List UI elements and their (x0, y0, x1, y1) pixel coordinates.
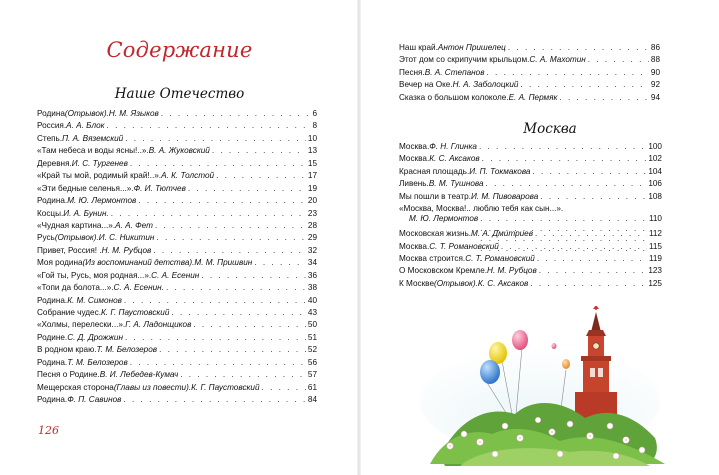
entry-author: Н. М. Рубцов (101, 245, 152, 255)
leader-dots (486, 68, 648, 78)
leader-dots (125, 333, 306, 343)
leader-dots (180, 370, 306, 380)
entry-title: Родина. (37, 196, 68, 206)
entry-title: Сказка о большом колоколе. (399, 92, 509, 102)
toc-heading: Содержание (106, 38, 253, 62)
section-title-moscow: Москва (523, 121, 577, 137)
toc-moscow-entry (399, 254, 662, 266)
entry-author: Антон Пришелец (437, 43, 506, 52)
entry-page-number: 15 (307, 158, 317, 168)
entry-author: В. М. Тушнова (428, 179, 484, 189)
toc-moscow-entry (399, 142, 662, 154)
leader-dots (537, 254, 647, 264)
entry-title: Родина. (37, 357, 68, 367)
entry-page-number: 6 (312, 109, 317, 118)
leader-dots (486, 179, 647, 189)
toc-entry (399, 43, 660, 55)
entry-author: К. Г. Паустовский (191, 382, 260, 392)
entry-title: «Край ты мой, родимый край!..». (37, 171, 162, 181)
leader-dots (159, 345, 306, 355)
leader-dots (156, 233, 306, 243)
entry-page-number: 90 (650, 67, 660, 77)
entry-page-number: 20 (307, 196, 317, 206)
toc-entry (37, 258, 317, 270)
toc-moscow-entry (399, 179, 662, 191)
entry-page-number: 106 (648, 179, 662, 189)
leader-dots (171, 308, 306, 318)
entry-page-number: 104 (648, 166, 662, 176)
entry-page-number: 123 (648, 266, 662, 276)
toc-entry (37, 233, 317, 245)
entry-author: В. А. Степанов (424, 67, 485, 77)
entry-page-number: 38 (307, 283, 317, 293)
entry-author: Т. М. Белозеров (67, 357, 128, 367)
leader-dots (107, 121, 311, 131)
entry-page-number: 110 (648, 214, 662, 224)
leader-dots (530, 279, 646, 289)
leader-dots (166, 283, 306, 293)
leader-dots (193, 320, 306, 330)
entry-title: Песня о Родине. (37, 370, 100, 380)
entry-page-number: 61 (307, 382, 317, 392)
toc-list-continued (399, 43, 660, 105)
entry-title: Ливень. (399, 179, 429, 189)
entry-author: М. Ю. Лермонтов (409, 214, 479, 224)
toc-moscow-entry (399, 279, 662, 291)
leader-dots (533, 167, 647, 177)
entry-author: Н. М. Рубцов (487, 266, 537, 276)
entry-title: Родина. (37, 395, 68, 405)
leader-dots (479, 142, 646, 152)
toc-moscow-entry (399, 192, 662, 204)
entry-title: Россия. (37, 121, 67, 131)
entry-author: А. А. Фет (115, 220, 153, 230)
entry-title: О Московском Кремле. (399, 266, 488, 276)
entry-title: Этот дом со скрипучим крыльцом. (399, 55, 530, 65)
toc-entry (37, 146, 317, 158)
leader-dots (188, 184, 306, 194)
leader-dots (201, 271, 306, 281)
entry-author: С. Т. Романовский (429, 241, 499, 251)
toc-entry (399, 80, 660, 92)
entry-title: Привет, Россия! . (37, 245, 102, 255)
entry-author: И. А. Бунин. (63, 208, 109, 218)
toc-entry (399, 68, 660, 80)
entry-page-number: 92 (650, 80, 660, 90)
entry-page-number: 102 (648, 154, 662, 164)
toc-entry (37, 134, 317, 146)
entry-title: Вечер на Оке. (399, 80, 453, 90)
toc-entry (399, 55, 660, 67)
entry-title: Мы пошли в театр. (399, 191, 471, 201)
leader-dots (130, 358, 306, 368)
entry-author: Ф. И. Тютчев (133, 183, 186, 193)
entry-page-number: 86 (650, 43, 660, 52)
leader-dots (588, 55, 649, 65)
entry-page-number: 125 (648, 278, 662, 288)
toc-entry (37, 333, 317, 345)
entry-page-number: 17 (307, 171, 317, 181)
entry-title: Красная площадь. (399, 166, 470, 176)
leader-dots (212, 146, 306, 156)
entry-author: П. А. Вяземский (62, 133, 124, 143)
entry-title: Московская жизнь. (399, 229, 472, 239)
toc-entry (37, 308, 317, 320)
entry-page-number: 32 (307, 245, 317, 255)
entry-author: С. А. Есенин (151, 270, 200, 280)
entry-author: В. И. Лебедев-Кумач (99, 370, 179, 380)
leader-dots (125, 134, 306, 144)
leader-dots (508, 43, 649, 53)
entry-subtitle: (Отрывок). (54, 233, 99, 243)
entry-title: Степь. (37, 133, 63, 143)
toc-entry (37, 159, 317, 171)
entry-title: Наш край. (399, 43, 438, 52)
entry-author: И. П. Токмакова (469, 166, 531, 176)
entry-page-number: 40 (307, 295, 317, 305)
entry-subtitle: (Из воспоминаний детства). (82, 258, 195, 268)
leader-dots (540, 192, 646, 202)
entry-title: Москва. (399, 241, 430, 251)
toc-entry (37, 320, 317, 332)
leader-dots (262, 383, 306, 393)
entry-page-number: 119 (648, 253, 662, 263)
entry-title: Москва. (399, 142, 430, 151)
leader-dots (138, 196, 306, 206)
toc-entry (37, 383, 317, 395)
entry-author: Ф. П. Савинов (67, 395, 122, 405)
leader-dots (501, 242, 647, 252)
entry-page-number: 34 (307, 258, 317, 268)
toc-list-moscow (399, 142, 662, 291)
entry-author: Г. А. Ладонщиков (125, 320, 192, 330)
entry-author: Ф. Н. Глинка (429, 142, 477, 151)
entry-title: К Москве (399, 278, 434, 288)
toc-entry (37, 358, 317, 370)
entry-title: «Эти бедные селенья...». (37, 183, 134, 193)
toc-entry (37, 121, 317, 133)
entry-page-number: 51 (307, 332, 317, 342)
toc-moscow-entry (399, 266, 662, 278)
entry-page-number: 56 (307, 357, 317, 367)
entry-author: М. Ю. Лермонтов (67, 196, 137, 206)
entry-title: Песня. (399, 67, 425, 77)
entry-subtitle: (Главы из повести). (113, 382, 192, 392)
toc-moscow-entry (399, 204, 662, 229)
left-page (0, 0, 359, 475)
leader-dots (130, 159, 306, 169)
toc-entry (37, 370, 317, 382)
entry-page-number: 100 (648, 142, 662, 151)
toc-list-fatherland (37, 109, 317, 408)
entry-title: Родина (37, 109, 65, 118)
toc-moscow-entry (399, 167, 662, 179)
entry-title: Моя родина (37, 258, 83, 268)
entry-title: «Топи да болота...». (37, 283, 114, 293)
toc-entry (37, 345, 317, 357)
toc-entry (37, 221, 317, 233)
entry-title: Родина. (37, 295, 68, 305)
entry-title: Собрание чудес. (37, 308, 101, 317)
leader-dots (535, 229, 647, 239)
entry-author: С. Т. Романовский (465, 253, 535, 263)
toc-entry (37, 209, 317, 221)
entry-page-number: 36 (307, 270, 317, 280)
entry-author: Н. М. Языков (108, 109, 159, 118)
entry-page-number: 28 (307, 220, 317, 230)
toc-entry (37, 271, 317, 283)
entry-title: Деревня. (37, 158, 72, 168)
entry-author: И. С. Никитин (98, 233, 155, 243)
entry-page-number: 10 (307, 133, 317, 143)
entry-page-number: 94 (650, 92, 660, 102)
entry-title: Родине. (37, 332, 68, 342)
toc-entry (37, 246, 317, 258)
entry-author: К. Г. Паустовский (100, 308, 170, 317)
entry-title: «Чудная картина...». (37, 220, 116, 230)
entry-page-number: 115 (648, 241, 662, 251)
leader-dots (254, 258, 306, 268)
entry-page-number: 108 (648, 191, 662, 201)
entry-author: А. А. Блок (66, 121, 105, 131)
entry-author: М. М. Пришвин (194, 258, 253, 268)
entry-author: К. С. Аксаков (429, 154, 480, 164)
toc-entry (37, 283, 317, 295)
leader-dots (539, 266, 647, 276)
toc-entry (37, 395, 317, 407)
leader-dots (155, 221, 306, 231)
entry-title: «Там небеса и воды ясны!..». (37, 146, 149, 156)
kremlin-tower-illustration (420, 306, 670, 468)
toc-entry (37, 196, 317, 208)
entry-page-number: 112 (648, 229, 662, 239)
entry-author: С. А. Махотин (529, 55, 586, 65)
entry-author: И. М. Пивоварова (470, 191, 539, 201)
entry-page-number: 57 (307, 370, 317, 380)
entry-subtitle: (Отрывок). (64, 109, 109, 118)
toc-entry (399, 93, 660, 105)
entry-author: В. А. Жуковский (148, 146, 210, 156)
entry-author: Е. А. Пермяк (508, 92, 558, 102)
page-number: 126 (38, 424, 59, 437)
entry-page-number: 13 (307, 146, 317, 156)
entry-title: В родном краю. (37, 345, 97, 355)
entry-page-number: 29 (307, 233, 317, 243)
entry-page-number: 43 (307, 308, 317, 317)
entry-page-number: 88 (650, 55, 660, 65)
toc-entry (37, 171, 317, 183)
entry-page-number: 52 (307, 345, 317, 355)
entry-page-number: 50 (307, 320, 317, 330)
entry-author: Н. А. Заболоцкий (452, 80, 519, 90)
entry-title: Мещерская сторона (37, 382, 114, 392)
leader-dots (124, 296, 306, 306)
entry-page-number: 23 (307, 208, 317, 218)
entry-author: И. С. Тургенев (71, 158, 128, 168)
entry-title: «Москва, Москва!.. люблю тебя как сын...». (399, 204, 564, 214)
section-title-fatherland: Наше Отечество (114, 86, 245, 102)
entry-title: «Гой ты, Русь, моя родная...». (37, 270, 152, 280)
entry-author: А. К. Толстой (161, 171, 215, 181)
toc-entry (37, 184, 317, 196)
entry-page-number: 19 (307, 183, 317, 193)
leader-dots (123, 395, 305, 405)
entry-title: Русь (37, 233, 55, 243)
entry-title: Москва строится. (399, 253, 466, 263)
toc-entry (37, 296, 317, 308)
entry-author: С. А. Есенин. (113, 283, 164, 293)
leader-dots (153, 246, 306, 256)
entry-title: «Холмы, перелески...». (37, 320, 126, 330)
entry-author: М. А. Дмитриев (471, 229, 534, 239)
leader-dots (216, 171, 306, 181)
entry-title: Косцы. (37, 208, 64, 218)
leader-dots (482, 154, 647, 164)
entry-page-number: 84 (307, 395, 317, 405)
entry-title: Москва. (399, 154, 430, 164)
entry-author: Т. М. Белозеров (96, 345, 158, 355)
toc-entry (37, 109, 317, 121)
entry-page-number: 8 (312, 121, 317, 131)
leader-dots (559, 93, 648, 103)
entry-author: К. С. Аксаков (477, 278, 529, 288)
leader-dots (161, 109, 311, 119)
toc-moscow-entry (399, 154, 662, 166)
entry-author: С. Д. Дрожжин (67, 332, 123, 342)
entry-subtitle: (Отрывок). (434, 278, 478, 288)
leader-dots (111, 209, 306, 219)
entry-author: К. М. Симонов (67, 295, 122, 305)
leader-dots (520, 80, 648, 90)
